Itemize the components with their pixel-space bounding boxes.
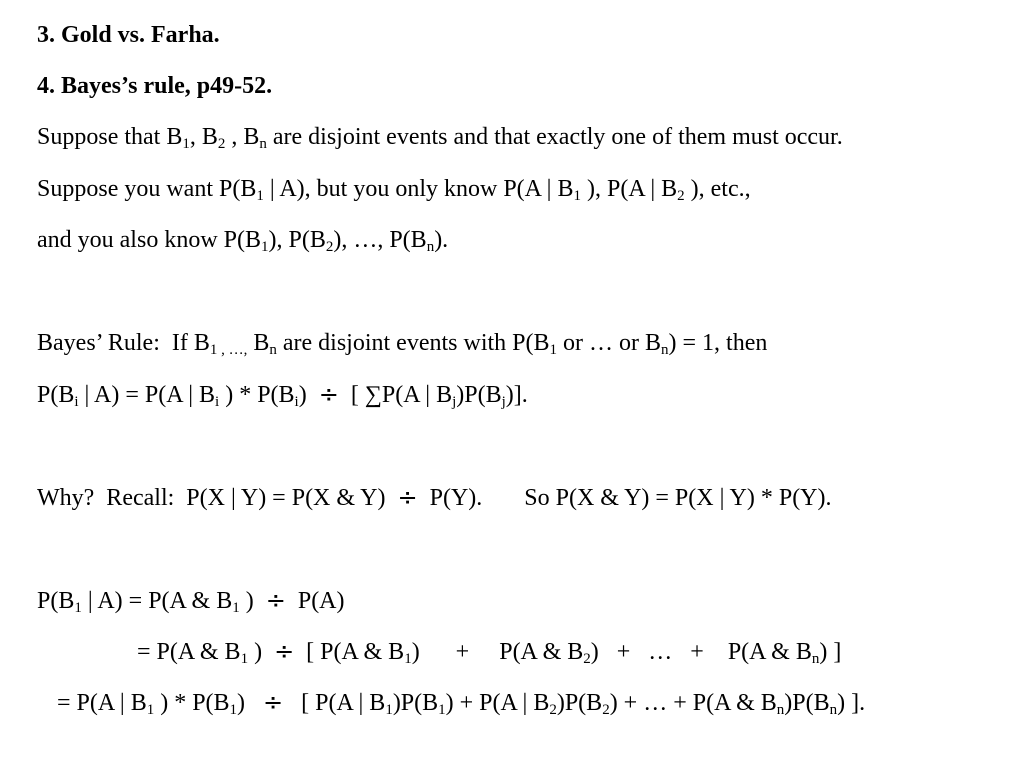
subscript: i <box>294 394 299 410</box>
text-run: P(A) <box>291 588 345 614</box>
text-run: ) ] <box>819 639 842 665</box>
subscript: 2 <box>549 702 557 718</box>
why-recall-line <box>37 482 832 513</box>
paragraph-line-2 <box>37 174 751 204</box>
text-run: ) <box>237 690 258 716</box>
subscript: 1 <box>549 342 558 358</box>
text-run: = P(A & B <box>137 639 241 665</box>
subscript: n <box>811 651 820 667</box>
division-sign: ÷ <box>318 380 339 408</box>
text-run: ) + … + P(A & B <box>590 639 812 665</box>
subscript: n <box>829 702 838 718</box>
subscript: j <box>501 394 506 410</box>
text-run: ) <box>248 639 269 665</box>
text-run: P(Y). So P(X & Y) = P(X | Y) * P(Y). <box>423 485 832 511</box>
text-run: ) = 1, then <box>668 330 768 356</box>
text-run: P(B <box>37 382 75 408</box>
text-run: Bayes’ Rule: If B <box>37 330 210 356</box>
subscript: i <box>215 394 220 410</box>
division-sign: ÷ <box>265 586 286 614</box>
text-run: , B <box>189 124 218 150</box>
text-run: ) + P(A | B <box>445 690 550 716</box>
text-run: [ P(A | B <box>289 690 386 716</box>
subscript: j <box>452 394 457 410</box>
subscript: 1 <box>404 651 412 667</box>
subscript: n <box>269 342 277 358</box>
text-run: = P(A | B <box>57 690 147 716</box>
text-run: | A), but you only know P(A | B <box>263 176 574 202</box>
subscript: n <box>776 702 785 718</box>
subscript: 1 <box>256 188 264 204</box>
subscript: 1 , …, <box>209 342 248 358</box>
text-run: )P(B <box>556 690 603 716</box>
subscript: 2 <box>217 136 226 152</box>
text-run: )P(B <box>392 690 439 716</box>
text-run: ) <box>239 588 260 614</box>
subscript: 1 <box>438 702 446 718</box>
text-run: Why? Recall: P(X | Y) = P(X & Y) <box>37 485 392 511</box>
text-run: ). <box>434 227 449 253</box>
text-run: are disjoint events with P(B <box>276 330 550 356</box>
subscript: i <box>74 394 79 410</box>
text-run: or … or B <box>557 330 662 356</box>
division-sign: ÷ <box>263 688 284 716</box>
text-run: [ ∑P(A | B <box>344 382 453 408</box>
division-sign: ÷ <box>397 483 418 511</box>
text-run: ) * P(B <box>154 690 230 716</box>
subscript: 1 <box>182 136 190 152</box>
heading-gold-vs-farha: 3. Gold vs. Farha. <box>37 22 220 48</box>
subscript: n <box>661 342 669 358</box>
subscript: 1 <box>146 702 155 718</box>
text-run: | A) = P(A | B <box>78 382 216 408</box>
text-run: , B <box>225 124 260 150</box>
subscript: 2 <box>583 651 591 667</box>
subscript: 1 <box>232 600 240 616</box>
text-run: ), …, P(B <box>333 227 427 253</box>
text-run: Suppose you want P(B <box>37 176 257 202</box>
bayes-rule-formula <box>37 379 528 410</box>
subscript: 2 <box>602 702 610 718</box>
text-run: )P(B <box>456 382 502 408</box>
text-run: ), etc., <box>684 176 751 202</box>
heading-bayes-rule: 4. Bayes’s rule, p49-52. <box>37 73 273 99</box>
subscript: 1 <box>261 239 269 255</box>
text-run: ) <box>298 382 313 408</box>
subscript: 1 <box>229 702 238 718</box>
division-sign: ÷ <box>274 637 295 665</box>
paragraph-line-1 <box>37 122 843 152</box>
subscript: 1 <box>74 600 82 616</box>
text-run: Suppose that B <box>37 124 183 150</box>
text-run: )]. <box>505 382 528 408</box>
subscript: 2 <box>325 239 334 255</box>
text-run: | A) = P(A & B <box>81 588 233 614</box>
text-run: P(B <box>37 588 75 614</box>
bayes-rule-statement <box>37 328 767 358</box>
derivation-line-3 <box>57 687 865 718</box>
text-run: B <box>247 330 270 356</box>
text-run: are disjoint events and that exactly one of them must occur. <box>266 124 843 150</box>
subscript: 1 <box>385 702 393 718</box>
text-run: ) ]. <box>837 690 866 716</box>
derivation-line-1 <box>37 585 345 616</box>
text-run: [ P(A & B <box>300 639 405 665</box>
paragraph-line-3 <box>37 225 448 255</box>
text-run: )P(B <box>784 690 830 716</box>
text-run: and you also know P(B <box>37 227 261 253</box>
subscript: n <box>259 136 267 152</box>
subscript: 1 <box>573 188 581 204</box>
subscript: n <box>426 239 435 255</box>
text-run: ), P(A | B <box>580 176 678 202</box>
text-run: ) * P(B <box>219 382 295 408</box>
text-run: ) + P(A & B <box>411 639 584 665</box>
text-run: ), P(B <box>268 227 326 253</box>
subscript: 2 <box>677 188 685 204</box>
subscript: 1 <box>240 651 249 667</box>
derivation-line-2 <box>137 636 841 667</box>
text-run: ) + … + P(A & B <box>609 690 777 716</box>
